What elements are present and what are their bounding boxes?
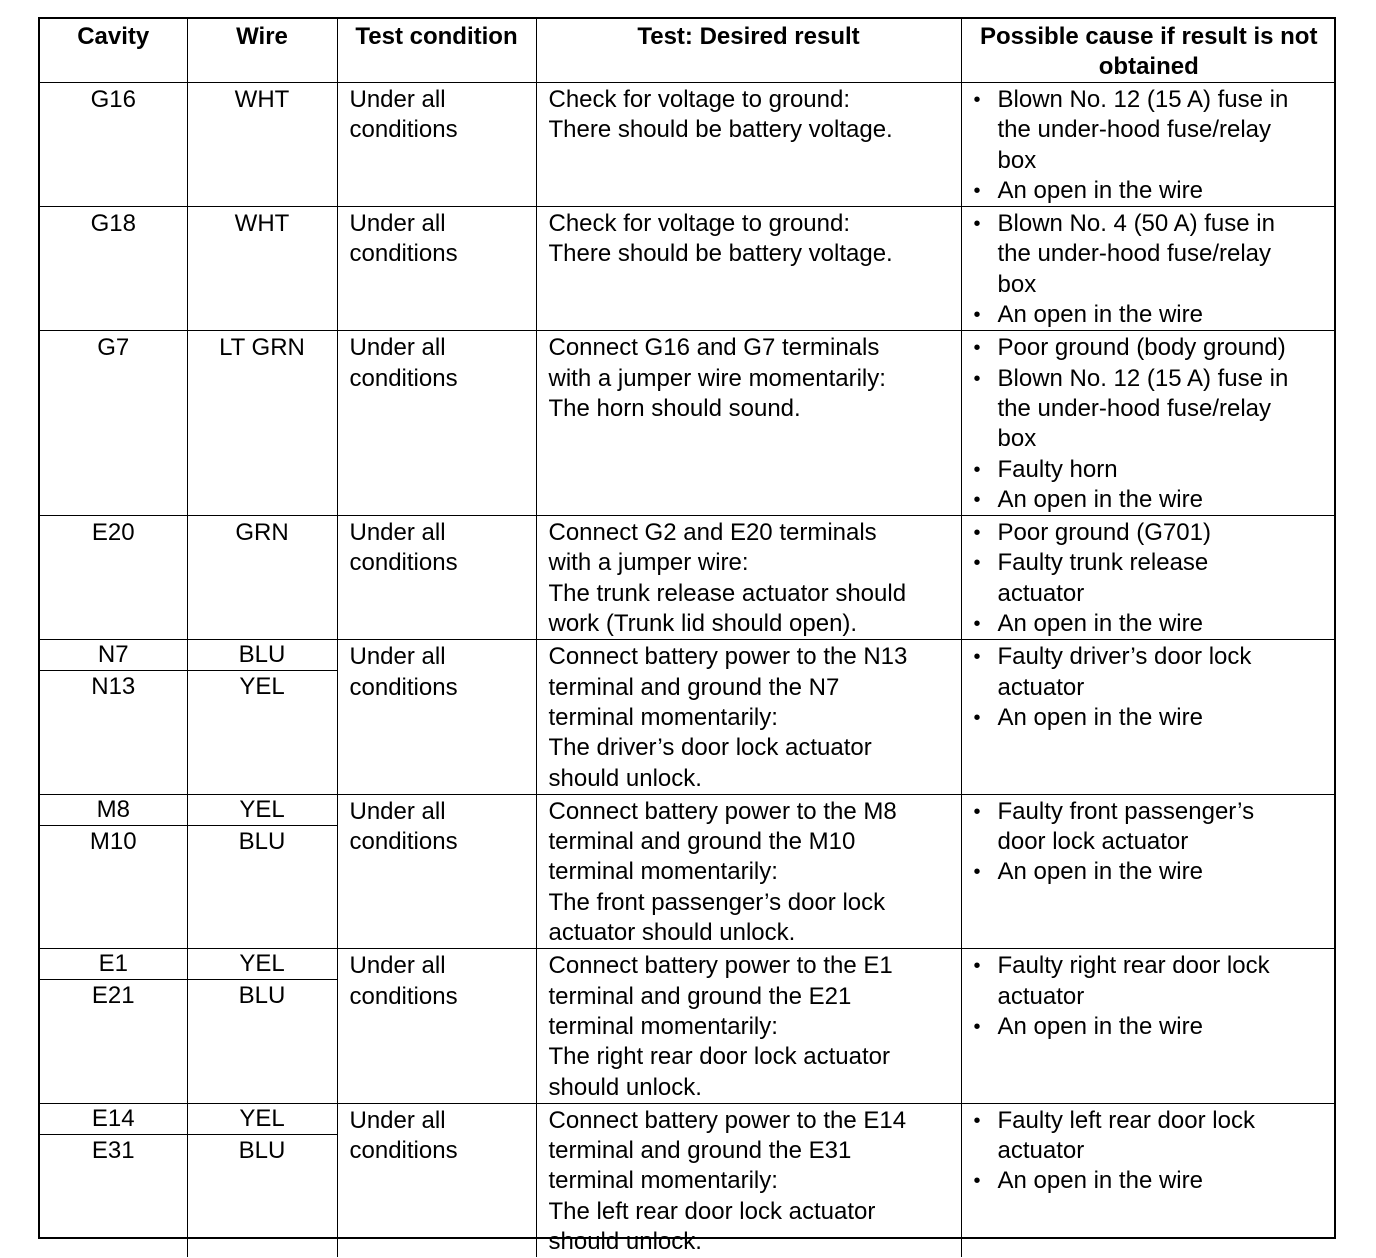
desired-result-cell — [536, 516, 961, 640]
condition-line: conditions — [349, 673, 458, 701]
cavity-value: N13 — [91, 673, 136, 701]
desired-result-cell — [536, 949, 961, 1103]
table-row — [40, 207, 1336, 331]
table-row — [40, 949, 1336, 1103]
result-line: The driver’s door lock actuator — [548, 734, 872, 762]
cause-item: • Faulty trunk release actuator — [972, 548, 1333, 609]
wire-cell: LT GRN — [187, 331, 337, 516]
wire-value: YEL — [188, 795, 337, 826]
cause-item: • Faulty right rear door lock actuator — [972, 951, 1333, 1012]
wire-cell: GRN — [187, 516, 337, 640]
cause-item: • An open in the wire — [972, 485, 1333, 515]
possible-cause-cell — [961, 1103, 1336, 1257]
condition-line: conditions — [349, 982, 458, 1010]
cavity-cell: G18 — [40, 207, 187, 331]
cause-item: • An open in the wire — [972, 300, 1333, 330]
result-line: terminal momentarily: — [548, 1012, 778, 1040]
cause-item: • Blown No. 12 (15 A) fuse in the under-hood fuse/relay box — [972, 364, 1333, 455]
result-line: actuator should unlock. — [548, 919, 796, 947]
wire-cell — [187, 640, 337, 794]
result-line: should unlock. — [548, 1073, 702, 1101]
possible-cause-cell — [961, 516, 1336, 640]
possible-cause-cell — [961, 331, 1336, 516]
condition-line: conditions — [349, 1137, 458, 1165]
test-condition-cell — [337, 949, 536, 1103]
possible-cause-cell — [961, 83, 1336, 207]
cause-item: • An open in the wire — [972, 1012, 1333, 1042]
table-row — [40, 83, 1336, 207]
test-condition-cell — [337, 516, 536, 640]
result-line: The right rear door lock actuator — [548, 1043, 890, 1071]
result-line: The trunk release actuator should — [548, 579, 907, 607]
wire-value: YEL — [239, 673, 285, 701]
result-line: There should be battery voltage. — [548, 240, 893, 268]
table-row — [40, 1103, 1336, 1257]
diagnostic-table — [40, 19, 1336, 1257]
wire-cell: WHT — [187, 83, 337, 207]
cause-item: • Poor ground (G701) — [972, 518, 1333, 548]
desired-result-cell — [536, 1103, 961, 1257]
wire-value: YEL — [188, 949, 337, 980]
cavity-cell — [40, 640, 187, 794]
cavity-value: E31 — [91, 1136, 135, 1164]
cause-item: • An open in the wire — [972, 609, 1333, 639]
cause-item: • Faulty horn — [972, 455, 1333, 485]
wire-value: BLU — [238, 982, 286, 1010]
cavity-value: N7 — [40, 640, 187, 671]
result-line: should unlock. — [548, 764, 702, 792]
possible-cause-cell — [961, 794, 1336, 948]
cause-item: • Blown No. 12 (15 A) fuse in the under-hood fuse/relay box — [972, 85, 1333, 176]
desired-result-cell — [536, 794, 961, 948]
result-line: Connect G2 and E20 terminals — [548, 519, 877, 547]
header-test-condition: Test condition — [337, 19, 536, 83]
test-condition-cell — [337, 83, 536, 207]
result-line: The front passenger’s door lock — [548, 888, 886, 916]
result-line: work (Trunk lid should open). — [548, 610, 858, 638]
table-row — [40, 331, 1336, 516]
header-row — [40, 19, 1336, 83]
result-line: Check for voltage to ground: — [548, 210, 851, 238]
condition-line: conditions — [349, 116, 458, 144]
cavity-value: E21 — [91, 982, 135, 1010]
table-row — [40, 794, 1336, 948]
desired-result-cell — [536, 640, 961, 794]
wire-value: BLU — [188, 640, 337, 671]
condition-line: Under all — [349, 210, 446, 238]
result-line: terminal and ground the E31 — [548, 1137, 852, 1165]
cause-item: • An open in the wire — [972, 1166, 1333, 1196]
result-line: The horn should sound. — [548, 394, 801, 422]
table-row — [40, 516, 1336, 640]
result-line: with a jumper wire momentarily: — [548, 364, 886, 392]
test-condition-cell — [337, 1103, 536, 1257]
condition-line: Under all — [349, 643, 446, 671]
result-line: terminal momentarily: — [548, 1167, 778, 1195]
header-possible-cause: Possible cause if result is not obtained — [961, 19, 1336, 83]
cavity-cell: E20 — [40, 516, 187, 640]
condition-line: Under all — [349, 1106, 446, 1134]
wire-cell — [187, 1103, 337, 1257]
result-line: Connect battery power to the N13 — [548, 643, 908, 671]
cavity-value: E1 — [40, 949, 187, 980]
condition-line: conditions — [349, 549, 458, 577]
desired-result-cell — [536, 83, 961, 207]
result-line: with a jumper wire: — [548, 549, 749, 577]
result-line: terminal and ground the N7 — [548, 673, 840, 701]
result-line: Connect battery power to the E1 — [548, 952, 893, 980]
cause-item: • An open in the wire — [972, 703, 1333, 733]
result-line: There should be battery voltage. — [548, 116, 893, 144]
result-line: terminal and ground the M10 — [548, 828, 856, 856]
cavity-value: E14 — [40, 1104, 187, 1135]
diagnostic-table-sheet — [38, 17, 1336, 1255]
cavity-cell — [40, 949, 187, 1103]
cavity-cell — [40, 1103, 187, 1257]
wire-value: BLU — [238, 1136, 286, 1164]
header-cavity: Cavity — [40, 19, 187, 83]
desired-result-cell — [536, 331, 961, 516]
result-line: Connect battery power to the E14 — [548, 1106, 907, 1134]
condition-line: conditions — [349, 364, 458, 392]
possible-cause-cell — [961, 207, 1336, 331]
result-line: terminal momentarily: — [548, 703, 778, 731]
wire-cell — [187, 794, 337, 948]
cause-item: • Faulty front passenger’s door lock actuator — [972, 797, 1333, 858]
possible-cause-cell — [961, 949, 1336, 1103]
condition-line: conditions — [349, 828, 458, 856]
result-line: Check for voltage to ground: — [548, 86, 851, 113]
cause-item: • Faulty left rear door lock actuator — [972, 1106, 1333, 1167]
test-condition-cell — [337, 794, 536, 948]
cavity-cell: G7 — [40, 331, 187, 516]
condition-line: Under all — [349, 86, 446, 113]
condition-line: Under all — [349, 797, 446, 825]
test-condition-cell — [337, 640, 536, 794]
cause-item: • Faulty driver’s door lock actuator — [972, 642, 1333, 703]
condition-line: Under all — [349, 519, 446, 547]
result-line: terminal momentarily: — [548, 858, 778, 886]
cause-item: • Poor ground (body ground) — [972, 333, 1333, 363]
result-line: The left rear door lock actuator — [548, 1197, 876, 1225]
result-line: should unlock. — [548, 1227, 702, 1255]
table-row — [40, 640, 1336, 794]
cause-item: • An open in the wire — [972, 857, 1333, 887]
wire-value: YEL — [188, 1104, 337, 1135]
cavity-value: M8 — [40, 795, 187, 826]
test-condition-cell — [337, 207, 536, 331]
condition-line: Under all — [349, 334, 446, 362]
header-desired-result: Test: Desired result — [536, 19, 961, 83]
cause-item: • Blown No. 4 (50 A) fuse in the under-hood fuse/relay box — [972, 209, 1333, 300]
cause-item: • An open in the wire — [972, 176, 1333, 206]
result-line: terminal and ground the E21 — [548, 982, 852, 1010]
result-line: Connect G16 and G7 terminals — [548, 334, 880, 362]
condition-line: conditions — [349, 240, 458, 268]
possible-cause-cell — [961, 640, 1336, 794]
desired-result-cell — [536, 207, 961, 331]
test-condition-cell — [337, 331, 536, 516]
wire-value: BLU — [238, 827, 286, 855]
cavity-value: M10 — [89, 827, 137, 855]
cavity-cell: G16 — [40, 83, 187, 207]
result-line: Connect battery power to the M8 — [548, 797, 897, 825]
wire-cell — [187, 949, 337, 1103]
cavity-cell — [40, 794, 187, 948]
header-wire: Wire — [187, 19, 337, 83]
wire-cell: WHT — [187, 207, 337, 331]
condition-line: Under all — [349, 952, 446, 980]
